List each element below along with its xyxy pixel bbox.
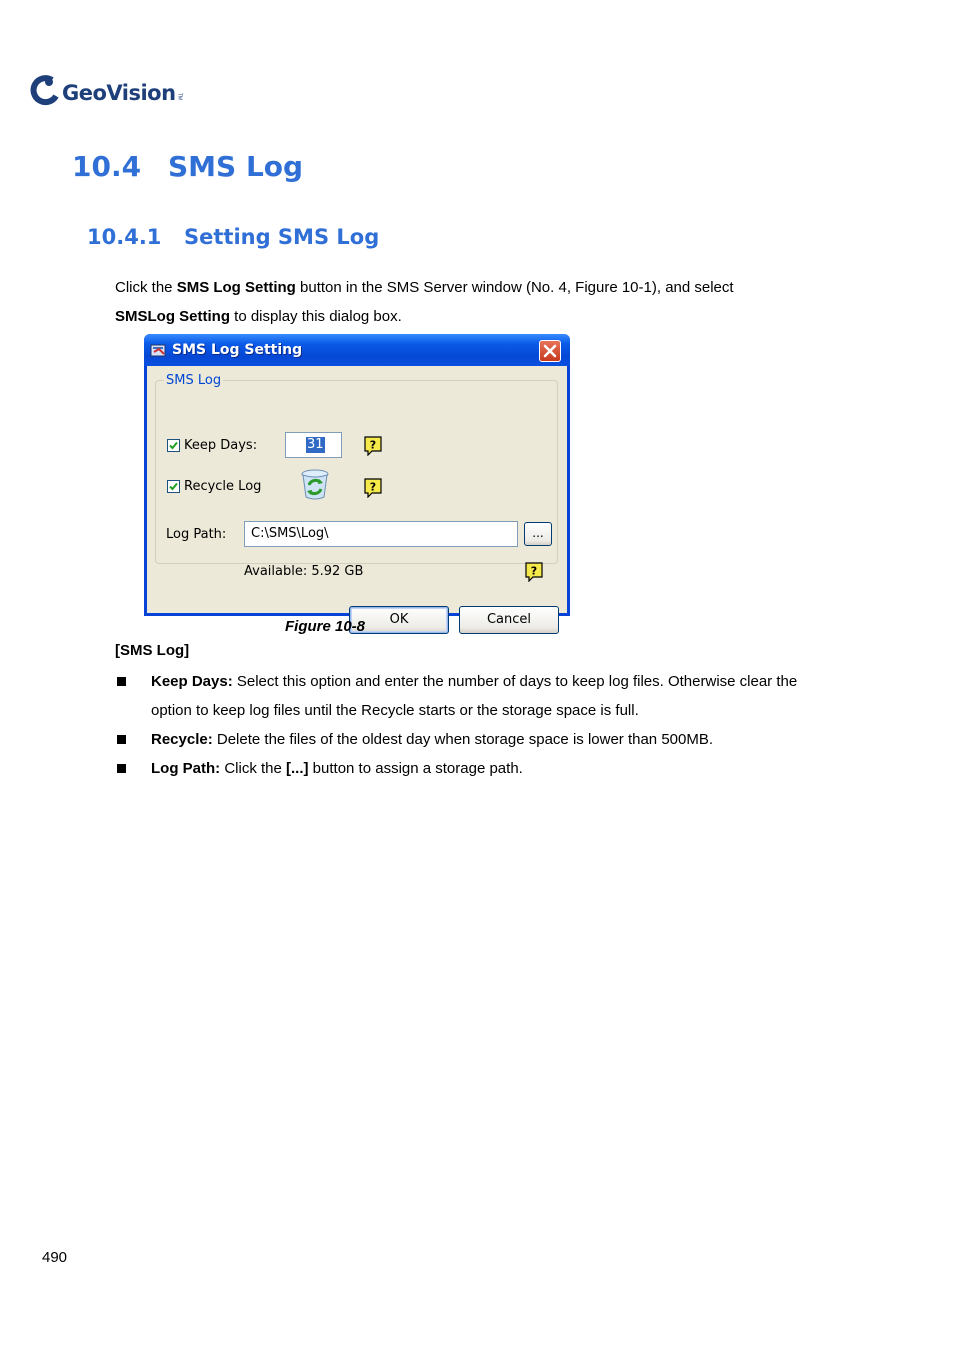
- svg-text:?: ?: [369, 438, 377, 452]
- bullet-bold: Log Path:: [151, 760, 221, 777]
- help-icon[interactable]: [364, 436, 382, 456]
- keep-days-input[interactable]: [285, 432, 342, 458]
- available-space: Available: 5.92 GB: [244, 564, 364, 579]
- close-icon: [540, 341, 560, 361]
- section-number: 10.4: [72, 150, 142, 183]
- subsection-title: Setting SMS Log: [184, 225, 380, 249]
- recycle-bin-icon: [297, 466, 333, 502]
- intro-line-2: [115, 302, 402, 331]
- bullet-bold: [...]: [286, 760, 309, 777]
- dialog-title: SMS Log Setting: [172, 342, 303, 358]
- checkmark-icon: [168, 481, 179, 492]
- close-button[interactable]: [539, 340, 561, 362]
- bullet-body: Delete the files of the oldest day when storage space is lower than 500MB.: [212, 731, 714, 748]
- help-icon[interactable]: [525, 562, 543, 582]
- browse-button[interactable]: ...: [524, 522, 552, 546]
- svg-text:?: ?: [369, 480, 377, 494]
- geovision-logo-icon: [30, 74, 60, 106]
- bullet-body: Click the: [220, 760, 287, 777]
- intro-line-1: [115, 273, 734, 302]
- bullet-text: option to keep log files until the Recycle starts or the storage space is full.: [151, 702, 639, 719]
- bullet-square-icon: [117, 677, 126, 686]
- bullet-square-icon: [117, 735, 126, 744]
- keep-days-checkbox[interactable]: [167, 439, 180, 452]
- bullet-bold: Recycle:: [151, 731, 213, 748]
- recycle-log-checkbox[interactable]: [167, 480, 180, 493]
- bullet-bold: Keep Days:: [151, 673, 233, 690]
- help-icon[interactable]: [364, 478, 382, 498]
- ok-button[interactable]: OK: [349, 606, 449, 634]
- subsection-number: 10.4.1: [87, 225, 162, 249]
- checkmark-icon: [168, 440, 179, 451]
- svg-text:?: ?: [530, 564, 538, 578]
- section-label: [SMS Log]: [115, 642, 190, 659]
- section-heading: [72, 150, 303, 183]
- intro-text: Click the: [115, 279, 177, 296]
- intro-bold: SMSLog Setting: [115, 308, 230, 325]
- intro-bold: SMS Log Setting: [176, 279, 296, 296]
- subsection-heading: [87, 225, 379, 249]
- page-number: 490: [42, 1249, 68, 1266]
- log-path-input[interactable]: C:\SMS\Log\: [244, 521, 518, 547]
- bullet-body: button to assign a storage path.: [308, 760, 523, 777]
- bullet-text: [151, 754, 523, 783]
- app-icon: [150, 342, 168, 358]
- keep-days-value: 31: [307, 437, 324, 452]
- logo-text: GeoVision: [62, 81, 176, 105]
- intro-text: button in the SMS Server window (No. 4, Figure 10-1), and select: [295, 279, 734, 296]
- dialog-titlebar[interactable]: [144, 334, 570, 366]
- intro-text: to display this dialog box.: [230, 308, 402, 325]
- keep-days-label: Keep Days:: [184, 438, 258, 453]
- cancel-button[interactable]: Cancel: [459, 606, 559, 634]
- bullet-text: [151, 667, 797, 696]
- logo-tm: TM: [176, 93, 183, 101]
- bullet-text: [151, 725, 713, 754]
- recycle-log-label: Recycle Log: [184, 479, 262, 494]
- geovision-logo: [30, 72, 183, 108]
- figure-caption: Figure 10-8: [285, 618, 366, 635]
- log-path-label: Log Path:: [166, 527, 227, 542]
- group-label: SMS Log: [166, 373, 222, 388]
- bullet-body: Select this option and enter the number of days to keep log files. Otherwise clear the: [232, 673, 798, 690]
- bullet-square-icon: [117, 764, 126, 773]
- section-title: SMS Log: [168, 150, 304, 183]
